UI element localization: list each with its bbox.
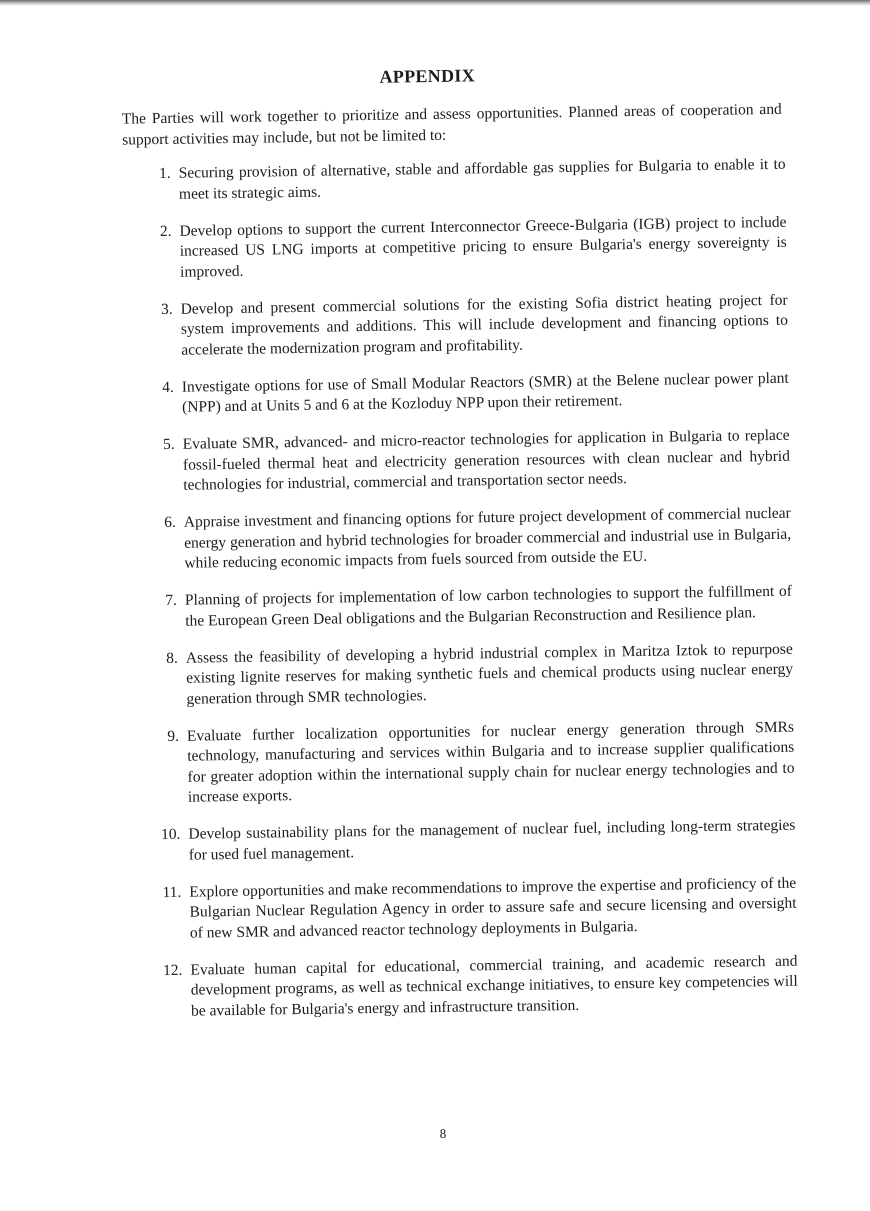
list-item-number: 3.	[160, 300, 173, 318]
list-item-text: Explore opportunities and make recommendations to improve the expertise and proficiency of the Bulgarian Nuclear Regulation Agency in order to assure safe and secure licensing and oversight of new SMR and advanced reactor technology deployments in Bulgaria.	[189, 874, 797, 942]
page-number: 8	[439, 1125, 447, 1141]
list-item-text: Securing provision of alternative, stable and affordable gas supplies for Bulgaria to enable it to meet its strategic aims.	[178, 155, 786, 203]
list-item	[154, 873, 797, 944]
cooperation-list	[144, 155, 799, 1039]
list-item	[144, 155, 787, 206]
list-item-text: Assess the feasibility of developing a hybrid industrial complex in Maritza Iztok to repurpose existing lignite reserves for making synthetic fuels and chemical products using nuclear energy generation through SMR technologies.	[185, 640, 794, 708]
list-item-text: Develop sustainability plans for the management of nuclear fuel, including long-term strategies for used fuel management.	[188, 816, 796, 864]
list-item-number: 8.	[166, 649, 178, 667]
list-item-text: Appraise investment and financing options for future project development of commercial nuclear energy generation and hybrid technologies for broader commercial and industrial use in Bulgaria, while reducing economic impacts from fuels sourced from outside the EU.	[183, 504, 792, 572]
list-item	[147, 368, 790, 419]
list-item-text: Evaluate further localization opportunities for nuclear energy generation through SMRs technology, manufacturing and services within Bulgaria and to increase supplier qualifications for greater adoption within the international supply chain for nuclear energy technologies and to increase exports.	[186, 718, 795, 806]
intro-paragraph: The Parties will work together to prioritize and assess opportunities. Planned areas of cooperation and support activities may include, but not be limited to:	[121, 100, 782, 149]
list-item-text: Develop options to support the current Interconnector Greece-Bulgaria (IGB) project to include increased US LNG imports at competitive pricing to ensure Bulgaria's energy sovereignty is improved.	[179, 213, 787, 281]
list-item-number: 11.	[162, 883, 182, 901]
list-item-text: Develop and present commercial solutions for the existing Sofia district heating project for system improvements and additions. This will include development and financing options to accelerate the modernization program and profitability.	[180, 291, 789, 359]
list-item	[152, 717, 795, 809]
list-item	[150, 582, 793, 633]
list-item-text: Investigate options for use of Small Modular Reactors (SMR) at the Belene nuclear power plant (NPP) and at Units 5 and 6 at the Kozloduy NPP upon their retirement.	[181, 369, 789, 416]
list-item-number: 2.	[159, 222, 172, 240]
list-item	[153, 816, 796, 867]
page-title: APPENDIX	[379, 65, 476, 87]
list-item-number: 4.	[162, 378, 174, 396]
list-item-number: 1.	[158, 164, 171, 183]
list-item-text: Evaluate SMR, advanced- and micro-reactor technologies for application in Bulgaria to replace fossil-fueled thermal heat and electricity generation resources with clean nuclear and hybrid technologies for industrial, commercial and transportation sector needs.	[182, 426, 791, 494]
list-item	[146, 290, 789, 361]
list-item-text: Evaluate human capital for educational, commercial training, and academic research and development programs, as well as technical exchange initiatives, to ensure key competencies will be available for Bulgaria's energy and infrastructure transition.	[190, 952, 798, 1020]
list-item-number: 9.	[167, 727, 180, 745]
list-item	[151, 639, 794, 710]
list-item-number: 6.	[164, 513, 176, 532]
list-item	[144, 212, 787, 283]
list-item	[149, 504, 792, 575]
list-item-text: Planning of projects for implementation of low carbon technologies to support the fulfillment of the European Green Deal obligations and the Bulgarian Reconstruction and Resilience plan.	[184, 582, 793, 630]
list-item-number: 7.	[165, 591, 178, 609]
list-item	[148, 426, 791, 497]
list-item	[155, 951, 798, 1022]
list-item-number: 5.	[162, 435, 175, 454]
list-item-number: 10.	[160, 825, 181, 844]
list-item-number: 12.	[162, 961, 183, 979]
